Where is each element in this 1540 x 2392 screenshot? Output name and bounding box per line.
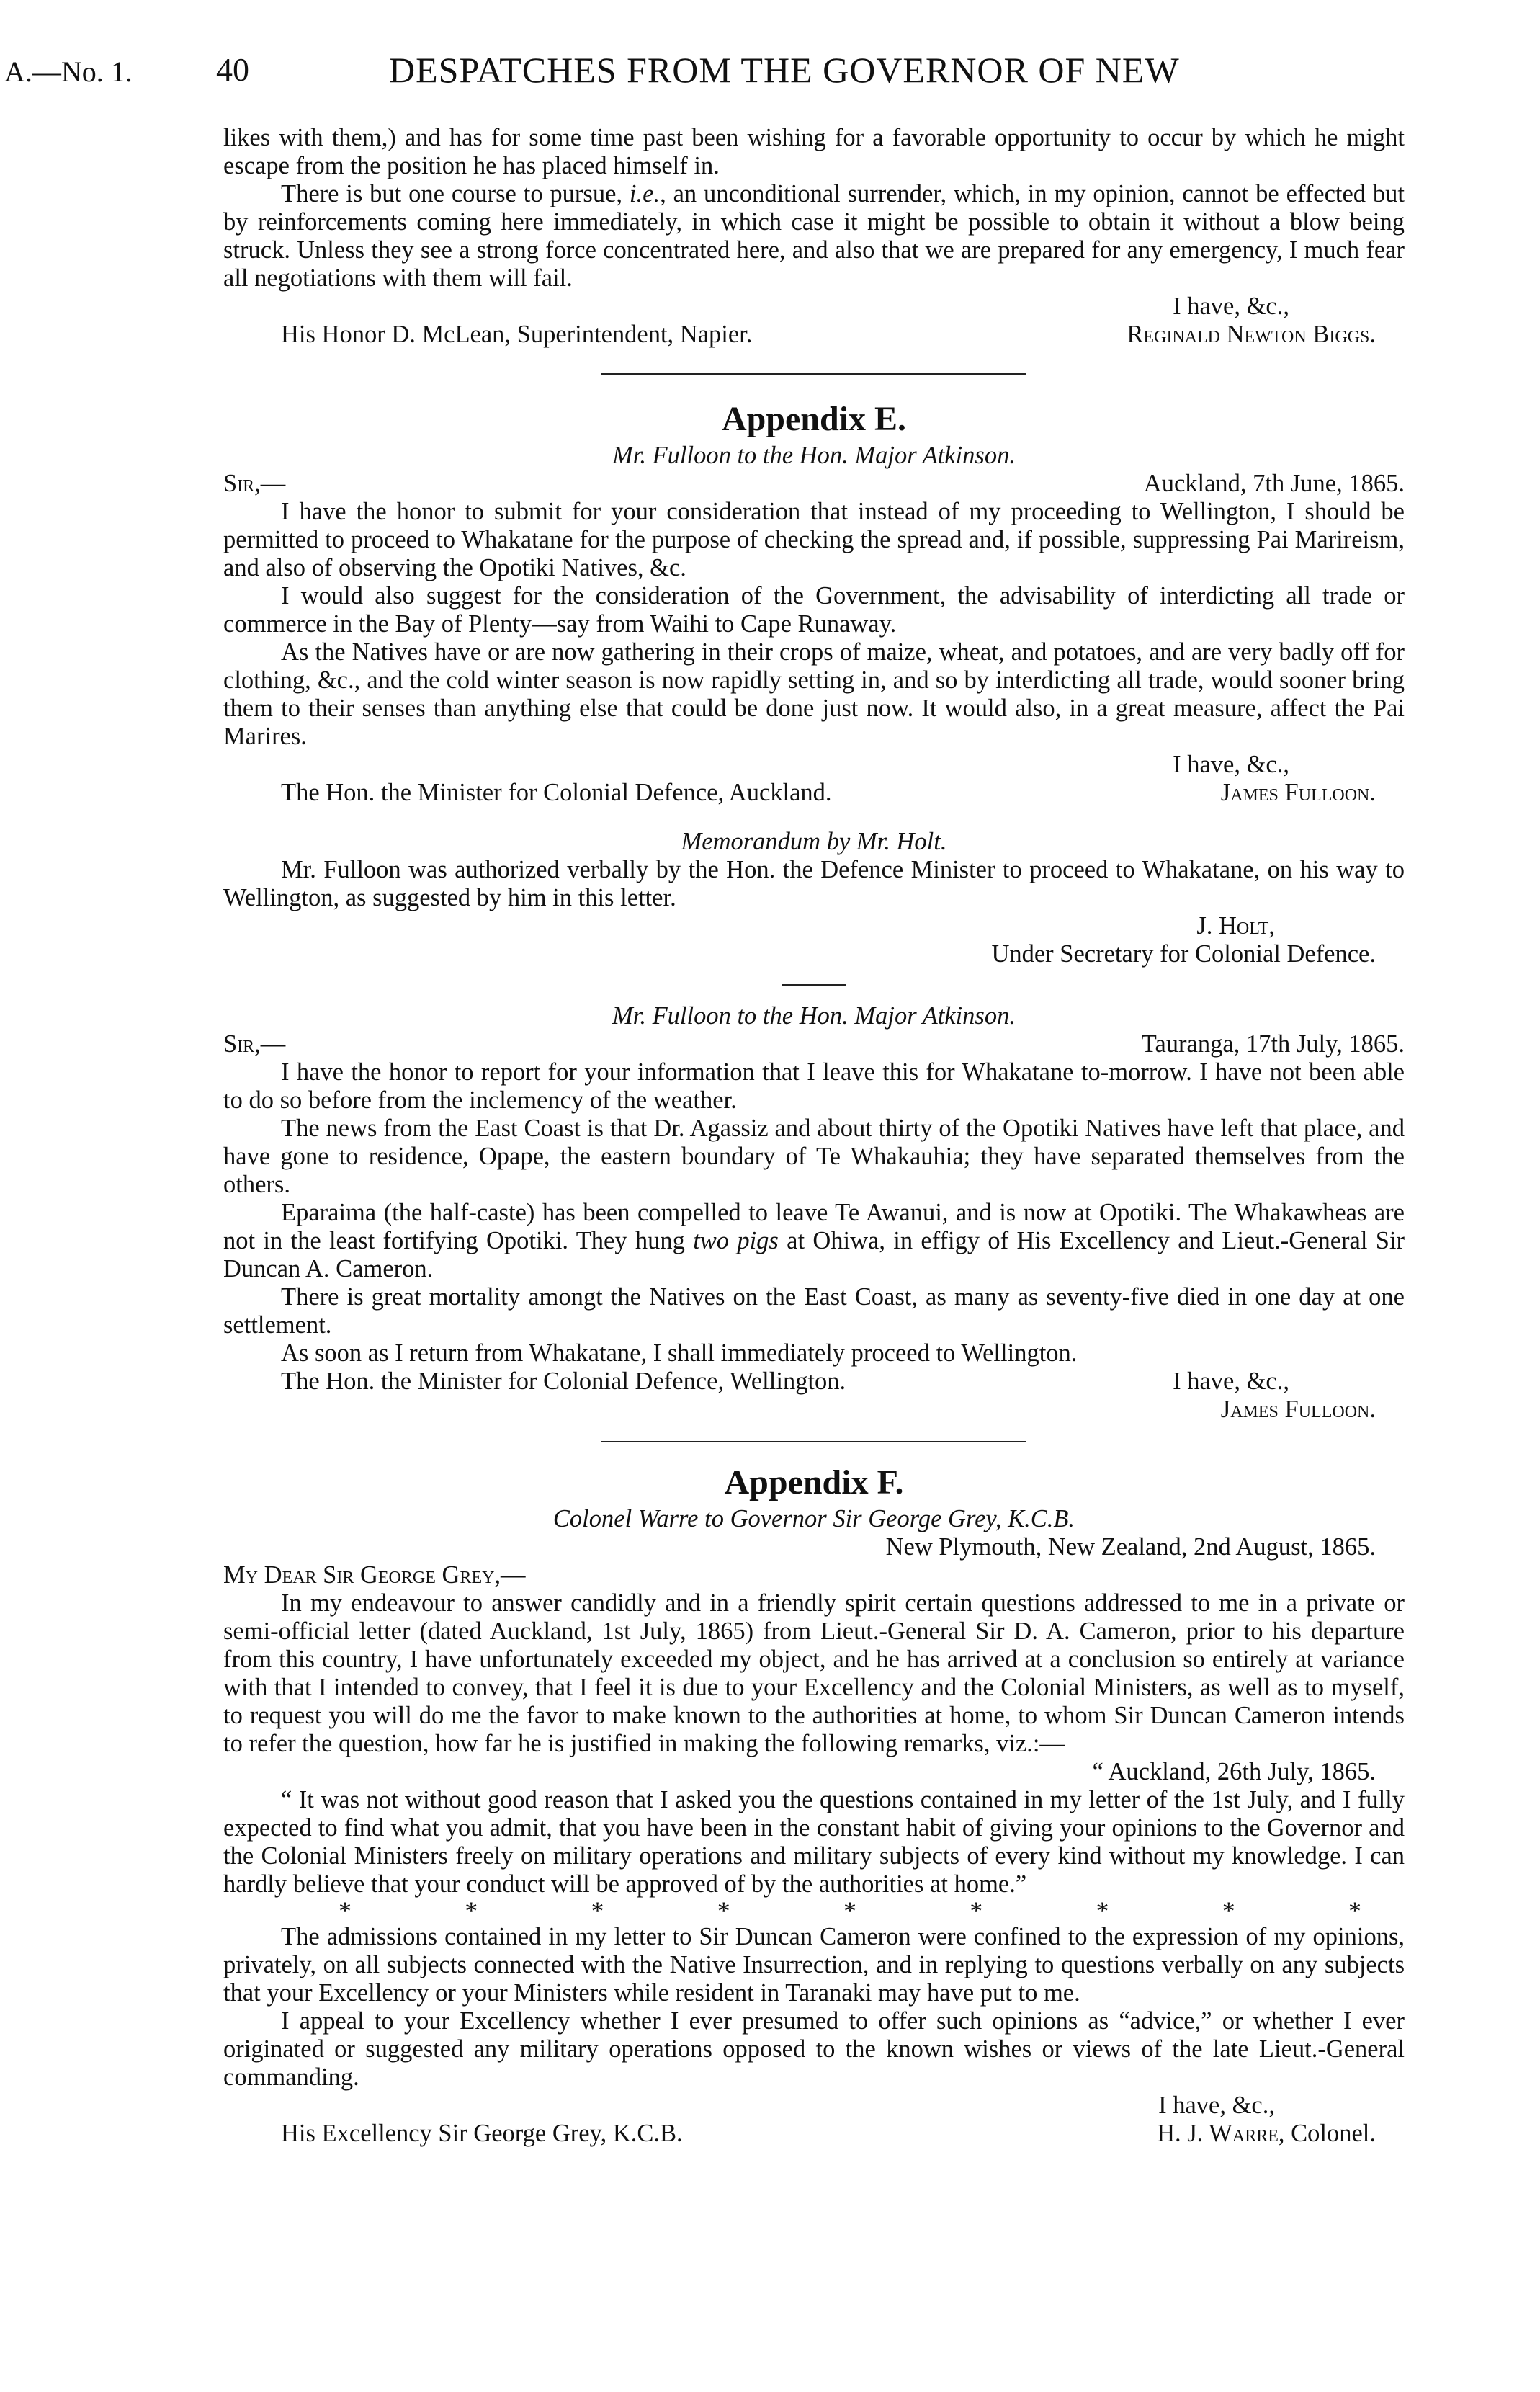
ellipsis-stars <box>223 1898 1405 1923</box>
letter1-signature: James Fulloon. <box>1220 779 1376 806</box>
star: * <box>591 1896 604 1925</box>
warre-signature-rank: Colonel. <box>1291 2120 1376 2147</box>
section-divider <box>601 373 1026 375</box>
star: * <box>465 1896 478 1925</box>
appendix-e-title: Appendix E. <box>721 400 907 438</box>
memo-subtitle: Memorandum by Mr. Holt. <box>681 828 947 855</box>
letter1-place-date: Auckland, 7th June, 1865. <box>1143 470 1405 497</box>
page-header <box>0 46 1540 104</box>
letter2-paragraph-4: There is great mortality amongt the Natives on the East Coast, as many as seventy-five died in one day at one settlement. <box>223 1283 1405 1339</box>
biggs-paragraph-1: likes with them,) and has for some time past been wishing for a favorable opportunity to occur by which he might escape from the position he has placed himself in. <box>223 124 1405 179</box>
memo-signature-title: Under Secretary for Colonial Defence. <box>991 940 1376 968</box>
appendix-f-title: Appendix F. <box>724 1463 904 1501</box>
short-divider <box>782 984 846 986</box>
letter1-salutation: Sir,— <box>223 470 286 497</box>
letter2-paragraph-2: The news from the East Coast is that Dr. Agassiz and about thirty of the Opotiki Natives have left that place, and have gone to residence, Opape, the eastern boundary of Te Whakauhia; they have separated themselves from the others. <box>223 1115 1405 1198</box>
star: * <box>717 1896 730 1925</box>
letter2-p3-part-a: Eparaima (the half-caste) has been compelled to leave Te Awanui, and is now at Opotiki. The Whakawheas are not in the least fortifying Opotiki. They hung <box>223 1199 1405 1254</box>
letter1-addressee: The Hon. the Minister for Colonial Defence, Auckland. <box>281 779 832 806</box>
appendix-f-salutation: My Dear Sir George Grey,— <box>223 1561 526 1589</box>
appendix-e-letter2-header <box>223 1030 1405 1058</box>
warre-signature <box>1157 2120 1376 2148</box>
biggs-signature: Reginald Newton Biggs. <box>1127 321 1376 348</box>
appendix-f-subtitle: Colonel Warre to Governor Sir George Grey, K.C.B. <box>552 1505 1075 1532</box>
letter2-place-date: Tauranga, 17th July, 1865. <box>1141 1030 1405 1058</box>
appendix-f-place-date: New Plymouth, New Zealand, 2nd August, 1865. <box>885 1533 1376 1561</box>
biggs-addressee: His Honor D. McLean, Superintendent, Napier. <box>281 321 753 348</box>
warre-signature-name: H. J. Warre, <box>1157 2120 1285 2147</box>
cameron-quote: “ It was not without good reason that I asked you the questions contained in my letter of the 1st July, and I fully expected to find what you admit, that you have been in the constant habit of giving your opinions to the Governor and the Colonial Ministers freely on military operations and military subjects of every kind without my knowledge. I can hardly believe that your conduct will be approved of by the authorities at home.” <box>223 1786 1405 1898</box>
letter2-salutation: Sir,— <box>223 1030 286 1058</box>
letter2-paragraph-1: I have the honor to report for your information that I leave this for Whakatane to-morrow. I have not been able to do so before from the inclemency of the weather. <box>223 1058 1405 1114</box>
appendix-e-letter2-subtitle: Mr. Fulloon to the Hon. Major Atkinson. <box>612 1002 1016 1030</box>
letter1-paragraph-1: I have the honor to submit for your consideration that instead of my proceeding to Wellington, I should be permitted to proceed to Whakatane for the purpose of checking the spread and, if possible, suppressing Pai Marireism, and also of observing the Opotiki Natives, &c. <box>223 498 1405 581</box>
star: * <box>1222 1896 1235 1925</box>
warre-paragraph-1: In my endeavour to answer candidly and in a friendly spirit certain questions addressed to me in a private or semi-official letter (dated Auckland, 1st July, 1865) from Lieut.-General Sir D. A. Cameron, prior to his departure from this country, I have unfortunately exceeded my object, and he has arrived at a conclusion so entirely at variance with that I intended to convey, that I feel it is due to your Excellency and the Colonial Ministers, as well as to myself, to request you will do me the favor to make known to the authorities at home, to whom Sir Duncan Cameron intends to refer the question, how far he is justified in making the following remarks, viz.:— <box>223 1589 1405 1757</box>
memo-text: Mr. Fulloon was authorized verbally by the Hon. the Defence Minister to proceed to Whakatane, on his way to Wellington, as suggested by him in this letter. <box>223 856 1405 911</box>
letter1-signature-row <box>223 779 1405 807</box>
warre-signature-row <box>223 2120 1405 2148</box>
biggs-paragraph-2: There is but one course to pursue, i.e., an unconditional surrender, which, in my opinion, cannot be effected but by reinforcements coming here immediately, in which case it might be possible to obtain it without a blow being struck. Unless they see a strong force concentrated here, and also that we are prepared for any emergency, I much fear all negotiations with them will fail. <box>223 180 1405 292</box>
letter2-addressee: The Hon. the Minister for Colonial Defence, Wellington. <box>281 1367 846 1395</box>
star: * <box>843 1896 856 1925</box>
warre-addressee: His Excellency Sir George Grey, K.C.B. <box>281 2120 683 2147</box>
appendix-e-letter1-header <box>223 470 1405 498</box>
letter1-paragraph-2: I would also suggest for the consideration of the Government, the advisability of interdicting all trade or commerce in the Bay of Plenty—say from Waihi to Cape Runaway. <box>223 582 1405 638</box>
letter2-p3-part-b: at Ohiwa, in effigy of His Excellency and Lieut.-General Sir Duncan A. Cameron. <box>223 1227 1405 1282</box>
memo-signature-name: J. Holt, <box>1196 912 1275 940</box>
running-title: DESPATCHES FROM THE GOVERNOR OF NEW <box>389 50 1180 90</box>
page-content <box>223 124 1405 2148</box>
warre-closing: I have, &c., <box>1158 2092 1275 2119</box>
document-reference: A.—No. 1. <box>4 55 133 88</box>
biggs-signature-row <box>223 321 1405 349</box>
star: * <box>1096 1896 1109 1925</box>
letter2-signature: James Fulloon. <box>1220 1396 1376 1423</box>
biggs-closing: I have, &c., <box>1173 293 1289 320</box>
quote-date: “ Auckland, 26th July, 1865. <box>1092 1758 1376 1785</box>
star: * <box>339 1896 352 1925</box>
star: * <box>1348 1896 1361 1925</box>
memo-signature <box>223 912 1405 940</box>
section-divider-2 <box>601 1441 1026 1442</box>
letter2-closing: I have, &c., <box>1173 1367 1289 1395</box>
letter2-p3-emphasis: two pigs <box>693 1227 779 1254</box>
appendix-e-letter1-subtitle: Mr. Fulloon to the Hon. Major Atkinson. <box>612 442 1016 469</box>
letter2-paragraph-5: As soon as I return from Whakatane, I shall immediately proceed to Wellington. <box>281 1339 1078 1367</box>
letter2-paragraph-3 <box>223 1199 1405 1283</box>
letter1-closing: I have, &c., <box>1173 751 1289 778</box>
ie-emphasis: i.e. <box>629 180 661 207</box>
letter2-closing-row <box>223 1367 1405 1396</box>
warre-paragraph-3: I appeal to your Excellency whether I ever presumed to offer such opinions as “advice,” or whether I ever originated or suggested any military operations opposed to the known wishes or views of the late Lieut.-General commanding. <box>223 2007 1405 2091</box>
warre-paragraph-2: The admissions contained in my letter to Sir Duncan Cameron were confined to the expression of my opinions, privately, on all subjects connected with the Native Insurrection, and in replying to questions verbally on any subjects that your Excellency or your Ministers while resident in Taranaki may have put to me. <box>223 1923 1405 2007</box>
letter1-paragraph-3: As the Natives have or are now gathering in their crops of maize, wheat, and potatoes, and are very badly off for clothing, &c., and the cold winter season is now rapidly setting in, and so by interdicting all trade, would sooner bring them to their senses than anything else that could be done just now. It would also, in a great measure, affect the Pai Marires. <box>223 638 1405 750</box>
star: * <box>970 1896 983 1925</box>
page-number: 40 <box>216 51 249 88</box>
